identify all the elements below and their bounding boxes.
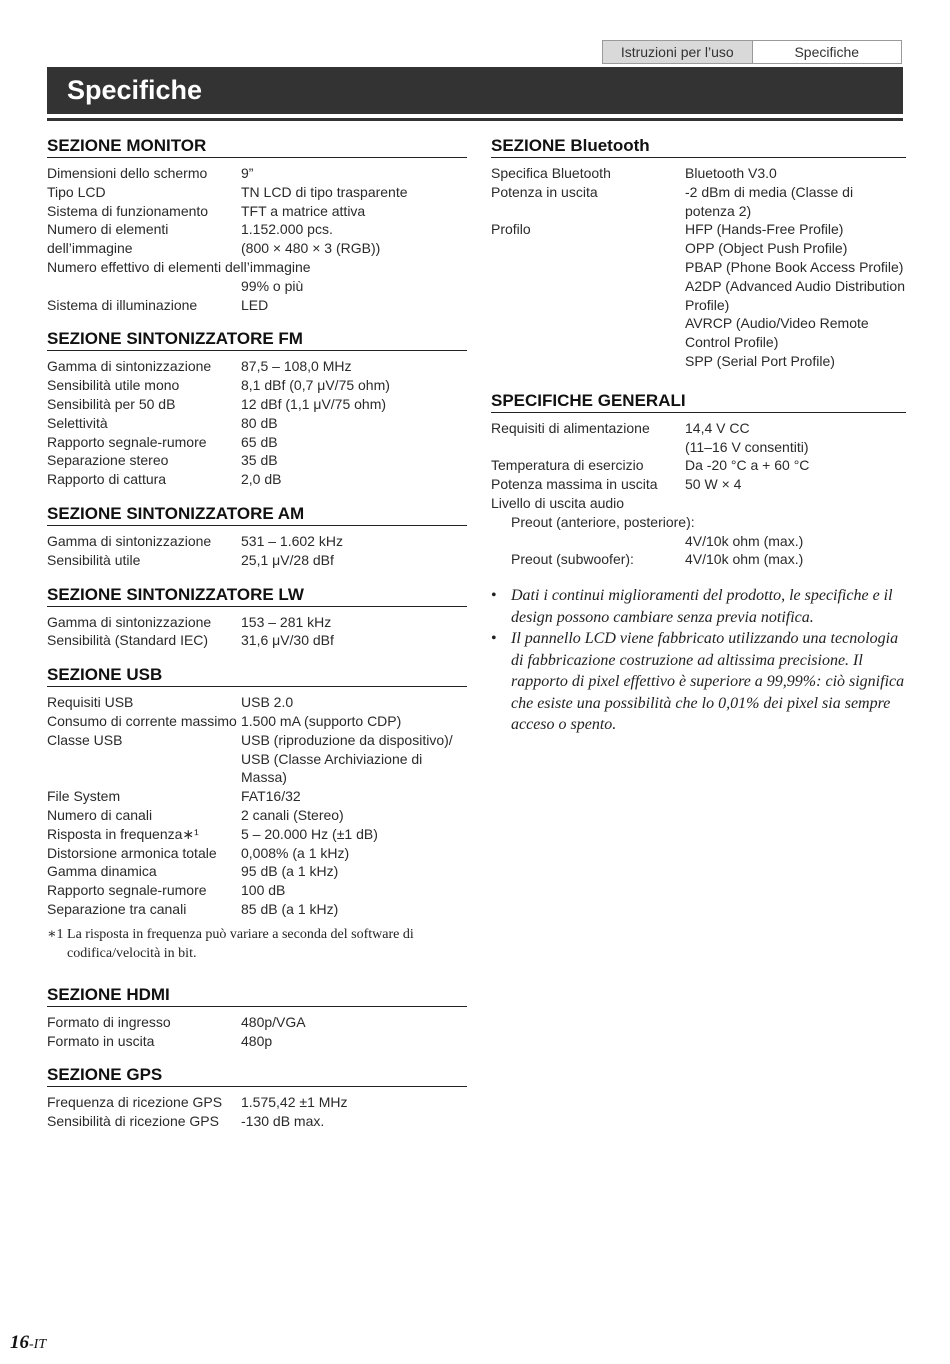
spec-value: 5 – 20.000 Hz (±1 dB) xyxy=(241,825,378,842)
spec-label: Consumo di corrente massimo xyxy=(47,712,237,729)
spec-value: 4V/10k ohm (max.) xyxy=(685,551,804,568)
page-title: Specifiche xyxy=(67,75,203,105)
tab-specifications[interactable]: Specifiche xyxy=(752,41,902,63)
spec-value: TN LCD di tipo trasparente xyxy=(241,183,408,200)
spec-value: TFT a matrice attiva xyxy=(241,202,366,219)
spec-value: 153 – 281 kHz xyxy=(241,613,332,630)
spec-label-sub: Preout (anteriore, posteriore): xyxy=(511,513,695,530)
spec-value: PBAP (Phone Book Access Profile) xyxy=(685,258,904,275)
bullet-icon: • xyxy=(491,587,497,605)
spec-row xyxy=(491,239,906,258)
spec-row xyxy=(47,1093,467,1112)
spec-row xyxy=(47,1032,467,1051)
spec-label: Separazione stereo xyxy=(47,452,169,469)
section-lw xyxy=(47,585,467,651)
section-usb xyxy=(47,665,467,963)
spec-value: Da -20 °C a + 60 °C xyxy=(685,457,810,474)
list-item xyxy=(491,585,906,628)
spec-label xyxy=(491,314,685,352)
spec-value: 8,1 dBf (0,7 μV/75 ohm) xyxy=(241,377,390,394)
spec-label: Risposta in frequenza∗¹ xyxy=(47,825,199,842)
spec-value: 9” xyxy=(241,165,254,181)
spec-row xyxy=(491,277,906,315)
spec-label: Sensibilità di ricezione GPS xyxy=(47,1113,219,1130)
spec-label: Potenza massima in uscita xyxy=(491,476,658,493)
spec-value: Bluetooth V3.0 xyxy=(685,165,777,181)
spec-value: 480p/VGA xyxy=(241,1013,306,1030)
spec-row xyxy=(47,613,467,632)
spec-label: Sistema di illuminazione xyxy=(47,296,198,313)
spec-label: Tipo LCD xyxy=(47,183,106,200)
spec-label: Preout (subwoofer): xyxy=(511,551,634,568)
spec-row xyxy=(491,438,906,457)
spec-row xyxy=(47,164,467,183)
section-heading: SEZIONE USB xyxy=(47,665,467,687)
spec-label: Numero di elementi xyxy=(47,221,169,238)
spec-row xyxy=(491,456,906,475)
spec-row xyxy=(47,395,467,414)
spec-row xyxy=(47,239,467,258)
spec-value: OPP (Object Push Profile) xyxy=(685,240,848,257)
spec-label xyxy=(491,438,685,457)
spec-label: Gamma dinamica xyxy=(47,863,157,880)
spec-value: (800 × 480 × 3 (RGB)) xyxy=(241,240,381,257)
spec-label: Dimensioni dello schermo xyxy=(47,165,208,181)
section-general xyxy=(491,391,906,569)
spec-value: 65 dB xyxy=(241,433,278,450)
spec-row xyxy=(491,258,906,277)
spec-row xyxy=(47,220,467,239)
spec-label: Requisiti USB xyxy=(47,694,134,711)
spec-row xyxy=(47,376,467,395)
spec-row xyxy=(47,806,467,825)
spec-row xyxy=(47,183,467,202)
spec-row xyxy=(47,631,467,650)
spec-value: USB (Classe Archiviazione di Massa) xyxy=(241,750,423,786)
spec-label: Rapporto di cattura xyxy=(47,471,167,488)
section-heading: SEZIONE SINTONIZZATORE LW xyxy=(47,585,467,607)
spec-label: Profilo xyxy=(491,221,531,238)
spec-label: Requisiti di alimentazione xyxy=(491,419,650,436)
spec-value: 1.575,42 ±1 MHz xyxy=(241,1094,348,1111)
spec-row xyxy=(491,183,906,221)
spec-label-full: Livello di uscita audio xyxy=(491,494,625,511)
spec-label: Gamma di sintonizzazione xyxy=(47,613,212,630)
spec-value: 1.500 mA (supporto CDP) xyxy=(241,712,402,729)
title-bar xyxy=(47,67,903,114)
section-gps xyxy=(47,1065,467,1131)
spec-label xyxy=(491,239,685,258)
spec-value: 100 dB xyxy=(241,882,286,899)
spec-label xyxy=(491,258,685,277)
spec-label-full: Numero effettivo di elementi dell’immagine xyxy=(47,258,311,275)
spec-value: 531 – 1.602 kHz xyxy=(241,532,343,549)
spec-value: 2 canali (Stereo) xyxy=(241,806,344,823)
spec-row xyxy=(47,357,467,376)
header-tabs xyxy=(602,40,902,64)
spec-value: 87,5 – 108,0 MHz xyxy=(241,358,352,375)
spec-label xyxy=(491,352,685,371)
spec-value: 2,0 dB xyxy=(241,471,282,488)
spec-value: HFP (Hands-Free Profile) xyxy=(685,221,844,238)
spec-value: -130 dB max. xyxy=(241,1113,325,1130)
spec-label xyxy=(491,277,685,315)
spec-value: 480p xyxy=(241,1032,273,1049)
spec-value: FAT16/32 xyxy=(241,788,301,805)
spec-label: Sistema di funzionamento xyxy=(47,202,209,219)
bullet-icon: • xyxy=(491,630,497,648)
note-text: Dati i continui miglioramenti del prodotto, le specifiche e il design possono cambiare senza previa notifica. xyxy=(511,587,893,626)
spec-value: 12 dBf (1,1 μV/75 ohm) xyxy=(241,395,387,412)
section-heading: SEZIONE HDMI xyxy=(47,985,467,1007)
spec-row xyxy=(491,550,906,569)
tab-manual[interactable]: Istruzioni per l’uso xyxy=(603,41,752,63)
spec-row xyxy=(47,451,467,470)
spec-label: Gamma di sintonizzazione xyxy=(47,358,212,375)
spec-row xyxy=(47,414,467,433)
spec-row xyxy=(47,750,467,788)
spec-label: File System xyxy=(47,788,121,805)
spec-label: Separazione tra canali xyxy=(47,900,187,917)
spec-value: USB 2.0 xyxy=(241,694,294,711)
spec-row xyxy=(47,787,467,806)
spec-value: 4V/10k ohm (max.) xyxy=(685,532,804,549)
spec-value: 85 dB (a 1 kHz) xyxy=(241,900,339,917)
spec-label: dell’immagine xyxy=(47,240,133,257)
spec-row xyxy=(47,296,467,315)
spec-value: 25,1 μV/28 dBf xyxy=(241,551,334,568)
spec-value: 31,6 μV/30 dBf xyxy=(241,632,334,649)
spec-row xyxy=(491,164,906,183)
section-hdmi xyxy=(47,985,467,1051)
spec-label: Gamma di sintonizzazione xyxy=(47,532,212,549)
spec-label xyxy=(47,750,241,788)
spec-label: Rapporto segnale-rumore xyxy=(47,433,207,450)
spec-row xyxy=(47,862,467,881)
spec-label: Rapporto segnale-rumore xyxy=(47,882,207,899)
section-am xyxy=(47,504,467,570)
section-heading: SEZIONE Bluetooth xyxy=(491,136,906,158)
spec-row xyxy=(47,881,467,900)
spec-label: Specifica Bluetooth xyxy=(491,165,611,181)
spec-row xyxy=(491,352,906,371)
section-heading: SEZIONE MONITOR xyxy=(47,136,467,158)
spec-label: Numero di canali xyxy=(47,806,153,823)
spec-row xyxy=(47,433,467,452)
spec-row xyxy=(491,475,906,494)
section-heading: SEZIONE SINTONIZZATORE AM xyxy=(47,504,467,526)
spec-row xyxy=(47,693,467,712)
spec-row xyxy=(491,220,906,239)
spec-row xyxy=(47,1013,467,1032)
spec-value: A2DP (Advanced Audio Distribution Profile) xyxy=(685,277,905,313)
spec-value: -2 dBm di media (Classe di potenza 2) xyxy=(685,183,854,219)
title-divider xyxy=(47,118,903,121)
spec-row xyxy=(47,712,467,731)
left-column xyxy=(47,136,467,1146)
spec-row xyxy=(47,532,467,551)
spec-value: 35 dB xyxy=(241,452,278,469)
spec-value: AVRCP (Audio/Video Remote Control Profile) xyxy=(685,315,869,351)
note-text: Il pannello LCD viene fabbricato utilizzando una tecnologia di fabbricazione costruzione ad altissima precisione. Il rapporto di pixel effettivo è superiore a 99,99%: ciò significa che esiste una possibilità che lo 0,01% dei pixel sia sempre acceso o spento. xyxy=(511,630,905,734)
spec-value: (11–16 V consentiti) xyxy=(685,438,809,455)
list-item xyxy=(491,628,906,736)
spec-row xyxy=(47,551,467,570)
section-heading: SPECIFICHE GENERALI xyxy=(491,391,906,413)
spec-value: 50 W × 4 xyxy=(685,476,742,493)
notes-list xyxy=(491,585,906,736)
spec-label: Temperatura di esercizio xyxy=(491,457,644,474)
spec-value: 95 dB (a 1 kHz) xyxy=(241,863,339,880)
section-bluetooth xyxy=(491,136,906,371)
page-number: 16-IT xyxy=(10,1332,47,1353)
spec-label: Potenza in uscita xyxy=(491,183,598,200)
spec-label: Classe USB xyxy=(47,731,123,748)
spec-row xyxy=(47,1112,467,1131)
spec-label: Formato di ingresso xyxy=(47,1013,171,1030)
spec-label: Sensibilità per 50 dB xyxy=(47,395,176,412)
spec-row xyxy=(47,202,467,221)
right-column xyxy=(491,136,906,736)
spec-value: SPP (Serial Port Profile) xyxy=(685,352,835,369)
spec-label: Selettività xyxy=(47,414,108,431)
spec-row xyxy=(491,314,906,352)
spec-value: 0,008% (a 1 kHz) xyxy=(241,844,350,861)
spec-value: 14,4 V CC xyxy=(685,419,750,436)
section-monitor xyxy=(47,136,467,314)
section-heading: SEZIONE SINTONIZZATORE FM xyxy=(47,329,467,351)
spec-row xyxy=(47,731,467,750)
spec-label: Formato in uscita xyxy=(47,1032,155,1049)
spec-label: Sensibilità utile mono xyxy=(47,377,180,394)
spec-row xyxy=(47,825,467,844)
spec-value: 1.152.000 pcs. xyxy=(241,221,333,238)
section-heading: SEZIONE GPS xyxy=(47,1065,467,1087)
spec-row xyxy=(47,844,467,863)
spec-value: 99% o più xyxy=(241,277,304,294)
section-fm xyxy=(47,329,467,489)
spec-value: 80 dB xyxy=(241,414,278,431)
spec-label: Distorsione armonica totale xyxy=(47,844,217,861)
spec-value: USB (riproduzione da dispositivo)/ xyxy=(241,731,453,748)
usb-footnote: ∗1 La risposta in frequenza può variare a seconda del software di codifica/velocità in bit. xyxy=(47,926,414,961)
spec-label: Sensibilità utile xyxy=(47,551,141,568)
spec-row xyxy=(491,419,906,438)
spec-row xyxy=(47,900,467,919)
spec-value: LED xyxy=(241,296,269,313)
spec-row xyxy=(47,470,467,489)
spec-label: Frequenza di ricezione GPS xyxy=(47,1094,223,1111)
spec-label: Sensibilità (Standard IEC) xyxy=(47,632,209,649)
